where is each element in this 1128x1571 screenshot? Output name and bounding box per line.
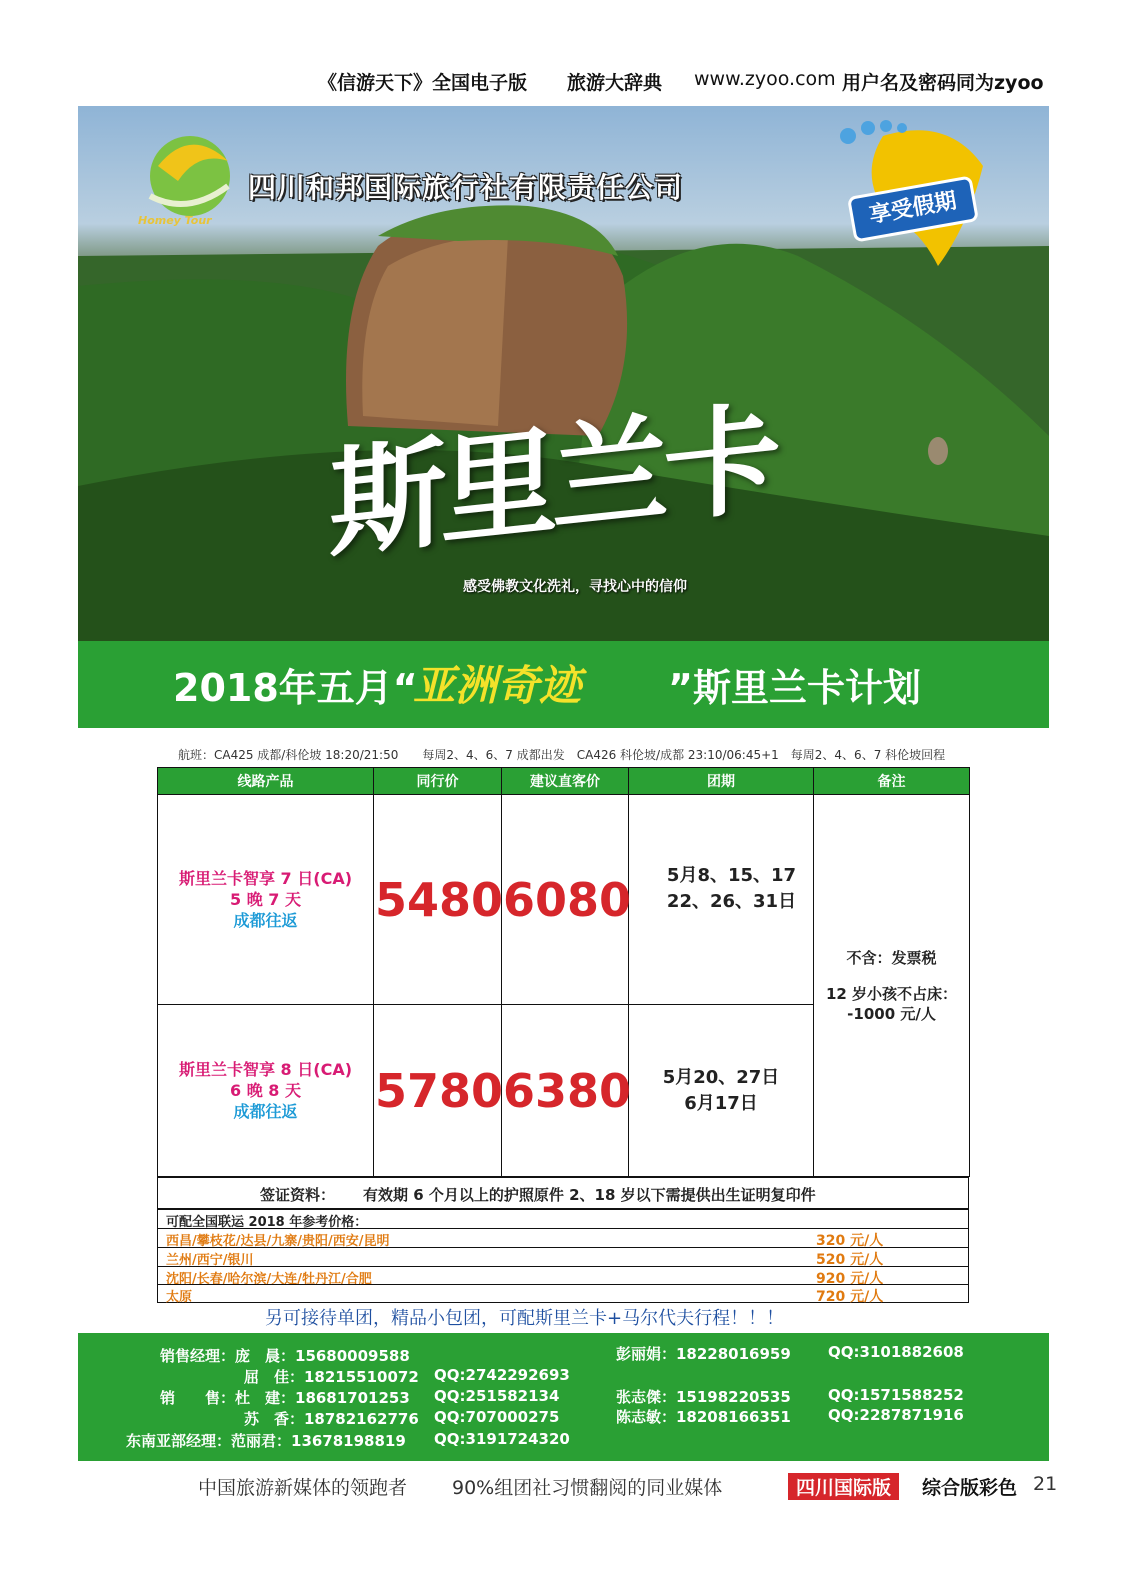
header-product: 线路产品: [158, 768, 374, 795]
top-header: [0, 62, 1128, 102]
retail-price: 6380: [502, 1005, 629, 1177]
remark-child-discount: -1000 元/人: [847, 1004, 936, 1023]
magazine-title: 《信游天下》全国电子版: [318, 72, 528, 94]
website-link[interactable]: www.zyoo.com: [694, 68, 836, 90]
product-route: 成都往返: [233, 911, 298, 930]
contact-peng: 彭丽娟：18228016959: [616, 1345, 791, 1363]
contact-chen-qq: QQ:2287871916: [828, 1406, 964, 1424]
contact-sea-manager: 东南亚部经理：范丽君：13678198819: [126, 1432, 406, 1450]
transfer-price: 520 元/人: [816, 1252, 884, 1268]
contact-zhang-qq: QQ:1571588252: [828, 1386, 964, 1404]
transfer-prices: [157, 1209, 969, 1303]
departure-dates: [629, 1005, 814, 1177]
remarks-cell: [814, 795, 970, 1177]
visa-info: [157, 1177, 969, 1209]
contact-su: 苏 香：18782162776: [244, 1410, 419, 1428]
table-header-row: [158, 768, 970, 795]
destination-title: 斯里兰卡: [329, 387, 775, 574]
product-name: 斯里兰卡智享 7 日(CA): [178, 869, 353, 888]
company-name: 四川和邦国际旅行社有限责任公司: [248, 171, 684, 204]
contact-su-qq: QQ:707000275: [434, 1408, 560, 1426]
remark-child: 12 岁小孩不占床：: [825, 984, 958, 1003]
transfer-cities: 沈阳/长春/哈尔滨/大连/牡丹江/合肥: [166, 1272, 372, 1287]
product-route: 成都往返: [233, 1102, 298, 1121]
banner-quote: 亚洲奇迹: [413, 661, 582, 710]
transfer-cities: 西昌/攀枝花/达县/九寨/贵阳/西安/昆明: [166, 1234, 390, 1249]
dates-line: 6月17日: [684, 1092, 758, 1114]
page-number: 21: [1033, 1473, 1058, 1495]
transfer-cities: 兰州/西宁/银川: [166, 1253, 254, 1268]
contact-du-qq: QQ:251582134: [434, 1387, 560, 1405]
visa-label: 签证资料：: [260, 1186, 336, 1204]
dictionary-title: 旅游大辞典: [567, 72, 663, 94]
product-nights: 6 晚 8 天: [230, 1081, 301, 1100]
extra-note: 另可接待单团，精品小包团，可配斯里兰卡+马尔代夫行程！！！: [265, 1308, 785, 1329]
contact-chen: 陈志敏：18208166351: [616, 1408, 791, 1426]
product-name: 斯里兰卡智享 8 日(CA): [178, 1060, 353, 1079]
footer-slogan-1: 中国旅游新媒体的领跑者: [198, 1477, 408, 1499]
list-item: [158, 1266, 968, 1285]
contact-zhang: 张志傑：15198220535: [616, 1388, 791, 1406]
flight-info: 航班：CA425 成都/科伦坡 18:20/21:50 每周2、4、6、7 成都出发 CA426 科伦坡/成都 23:10/06:45+1 每周2、4、6、7 科伦坡回程: [178, 748, 946, 762]
transfer-header: 可配全国联运 2018 年参考价格：: [166, 1215, 368, 1230]
remark-no-invoice: 不含：发票税: [846, 948, 937, 967]
transfer-price: 320 元/人: [816, 1233, 884, 1249]
transfer-price: 920 元/人: [816, 1271, 884, 1287]
table-row: [158, 795, 970, 1005]
hero-subtitle: 感受佛教文化洗礼，寻找心中的信仰: [463, 579, 687, 595]
dates-line: 22、26、31日: [666, 891, 797, 912]
company-logo: Homey Tour: [138, 214, 212, 227]
product-cell: [158, 1005, 374, 1177]
product-cell: [158, 795, 374, 1005]
product-nights: 5 晚 7 天: [230, 890, 301, 909]
peer-price: 5780: [374, 1005, 502, 1177]
dates-line: 5月8、15、17: [666, 865, 797, 886]
price-table: [157, 767, 970, 1177]
banner-prefix: 2018年五月“: [173, 666, 418, 710]
holiday-badge: 享受假期: [847, 175, 979, 242]
header-remarks: 备注: [814, 768, 970, 795]
contact-fan-qq: QQ:3191724320: [434, 1430, 570, 1448]
footer-slogan-2: 90%组团社习惯翻阅的同业媒体: [452, 1477, 723, 1499]
peer-price: 5480: [374, 795, 502, 1005]
transfer-cities: 太原: [166, 1290, 193, 1305]
contact-qu-qq: QQ:2742292693: [434, 1366, 570, 1384]
list-item: [158, 1284, 968, 1303]
contact-du: 销 售：杜 建：18681701253: [160, 1389, 410, 1407]
plan-banner: [78, 641, 1049, 728]
contact-sales-manager: 销售经理：庞 晨：15680009588: [160, 1347, 410, 1365]
contact-peng-qq: QQ:3101882608: [828, 1343, 964, 1361]
departure-dates: [629, 795, 814, 1005]
login-note: 用户名及密码同为zyoo: [842, 72, 1044, 94]
edition-tag: 四川国际版: [788, 1473, 899, 1500]
page-footer: [0, 1470, 1128, 1510]
banner-suffix: ”斯里兰卡计划: [668, 666, 921, 710]
edition-label: 综合版彩色: [922, 1477, 1018, 1499]
visa-text: 有效期 6 个月以上的护照原件 2、18 岁以下需提供出生证明复印件: [363, 1186, 816, 1204]
list-item: [158, 1228, 968, 1247]
header-retail-price: 建议直客价: [502, 768, 629, 795]
contact-panel: [78, 1333, 1049, 1461]
header-dates: 团期: [629, 768, 814, 795]
list-item: [158, 1247, 968, 1266]
retail-price: 6080: [502, 795, 629, 1005]
transfer-price: 720 元/人: [816, 1289, 884, 1305]
header-peer-price: 同行价: [374, 768, 502, 795]
contact-qu: 屈 佳：18215510072: [244, 1368, 419, 1386]
hero-image: [78, 106, 1049, 641]
dates-line: 5月20、27日: [662, 1066, 780, 1088]
